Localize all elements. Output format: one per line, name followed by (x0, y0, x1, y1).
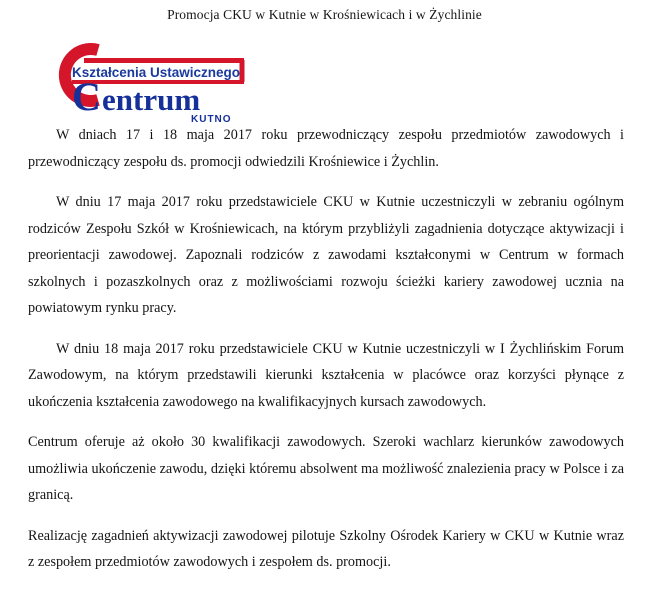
logo-centrum-rest: entrum (102, 82, 201, 117)
paragraph-1: W dniach 17 i 18 maja 2017 roku przewodniczący zespołu przedmiotów zawodowych i przewodniczący zespołu ds. promocji odwiedzili Krośniewice i Żychlin. (28, 127, 624, 170)
paragraph-2: W dniu 17 maja 2017 roku przedstawiciele CKU w Kutnie uczestniczyli w zebraniu ogólnym rodziców Zespołu Szkół w Krośniewicach, na którym przybliżyli zagadnienia dotyczące aktywizacji i preorientacji zawodowej. Zapoznali rodziców z zawodami kształconymi w Centrum w formach szkolnych i pozaszkolnych oraz z możliwościami rozwoju ścieżki kariery zawodowej ucznia na powiatowym rynku pracy. (28, 194, 624, 316)
logo-centrum-initial: C (72, 74, 101, 119)
document-body (28, 122, 624, 576)
cku-logo (36, 36, 266, 125)
paragraph-3: W dniu 18 maja 2017 roku przedstawiciele CKU w Kutnie uczestniczyli w I Żychlińskim Forum Zawodowym, na którym przedstawili kierunki kształcenia w placówce oraz korzyści płynące z ukończenia kształcenia zawodowego na kwalifikacyjnych kursach zawodowych. (28, 340, 624, 410)
logo-graphic (36, 36, 266, 125)
page-title: Promocja CKU w Kutnie w Krośniewicach i w Żychlinie (167, 7, 482, 22)
paragraph-4: Centrum oferuje aż około 30 kwalifikacji zawodowych. Szeroki wachlarz kierunków zawodowych umożliwia ukończenie zawodu, dzięki któremu absolwent ma możliwość znalezienia pracy w Polsce i za granicą. (28, 434, 624, 503)
logo-line-1: Kształcenia Ustawicznego (72, 65, 241, 80)
logo-line-3: KUTNO (191, 114, 232, 125)
paragraph-5: Realizację zagadnień aktywizacji zawodowej pilotuje Szkolny Ośrodek Kariery w CKU w Kutnie wraz z zespołem przedmiotów zawodowych i zespołem ds. promocji. (28, 527, 624, 570)
